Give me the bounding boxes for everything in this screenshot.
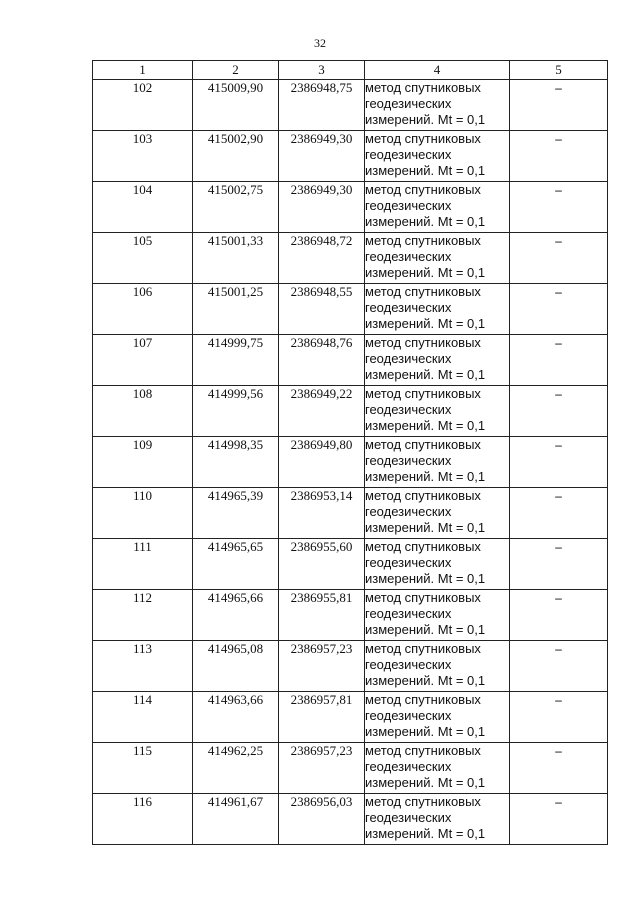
y-coordinate-cell: 2386948,55 bbox=[279, 284, 365, 335]
error-cell: – bbox=[510, 386, 608, 437]
table-row bbox=[93, 386, 608, 437]
table-row bbox=[93, 437, 608, 488]
method-text-line: геодезических bbox=[365, 300, 452, 315]
method-text-line: геодезических bbox=[365, 453, 452, 468]
point-number-cell: 104 bbox=[93, 182, 193, 233]
method-text-line: измерений. Mt = 0,1 bbox=[365, 265, 486, 280]
x-coordinate-cell: 415009,90 bbox=[193, 80, 279, 131]
method-text-line: измерений. Mt = 0,1 bbox=[365, 112, 486, 127]
method-text-line: геодезических bbox=[365, 708, 452, 723]
method-text-line: измерений. Mt = 0,1 bbox=[365, 418, 486, 433]
method-text-line: измерений. Mt = 0,1 bbox=[365, 571, 486, 586]
x-coordinate-cell: 415001,33 bbox=[193, 233, 279, 284]
y-coordinate-cell: 2386953,14 bbox=[279, 488, 365, 539]
table-row bbox=[93, 692, 608, 743]
method-cell bbox=[365, 80, 510, 131]
method-text-line: метод спутниковых bbox=[365, 386, 481, 401]
method-cell bbox=[365, 794, 510, 845]
column-header-1: 1 bbox=[93, 61, 193, 80]
method-cell bbox=[365, 386, 510, 437]
point-number-cell: 116 bbox=[93, 794, 193, 845]
method-text-line: измерений. Mt = 0,1 bbox=[365, 673, 486, 688]
x-coordinate-cell: 415002,90 bbox=[193, 131, 279, 182]
error-cell: – bbox=[510, 488, 608, 539]
method-cell bbox=[365, 131, 510, 182]
x-coordinate-cell: 414965,08 bbox=[193, 641, 279, 692]
page-number: 32 bbox=[314, 36, 326, 50]
method-text-line: геодезических bbox=[365, 810, 452, 825]
error-cell: – bbox=[510, 233, 608, 284]
table-row bbox=[93, 80, 608, 131]
error-cell: – bbox=[510, 437, 608, 488]
y-coordinate-cell: 2386957,23 bbox=[279, 743, 365, 794]
error-cell: – bbox=[510, 335, 608, 386]
point-number-cell: 111 bbox=[93, 539, 193, 590]
column-header-3: 3 bbox=[279, 61, 365, 80]
point-number-cell: 102 bbox=[93, 80, 193, 131]
table-row bbox=[93, 131, 608, 182]
error-cell: – bbox=[510, 743, 608, 794]
table-row bbox=[93, 539, 608, 590]
method-text-line: геодезических bbox=[365, 249, 452, 264]
method-text-line: геодезических bbox=[365, 402, 452, 417]
method-text-line: геодезических bbox=[365, 198, 452, 213]
method-cell bbox=[365, 692, 510, 743]
error-cell: – bbox=[510, 539, 608, 590]
x-coordinate-cell: 414965,65 bbox=[193, 539, 279, 590]
table-row bbox=[93, 743, 608, 794]
y-coordinate-cell: 2386955,81 bbox=[279, 590, 365, 641]
x-coordinate-cell: 414962,25 bbox=[193, 743, 279, 794]
method-cell bbox=[365, 641, 510, 692]
method-text-line: геодезических bbox=[365, 96, 452, 111]
method-cell bbox=[365, 488, 510, 539]
table-row bbox=[93, 641, 608, 692]
error-cell: – bbox=[510, 182, 608, 233]
method-text-line: геодезических bbox=[365, 147, 452, 162]
method-text-line: геодезических bbox=[365, 504, 452, 519]
point-number-cell: 109 bbox=[93, 437, 193, 488]
method-text-line: метод спутниковых bbox=[365, 794, 481, 809]
method-text-line: метод спутниковых bbox=[365, 131, 481, 146]
point-number-cell: 112 bbox=[93, 590, 193, 641]
y-coordinate-cell: 2386949,30 bbox=[279, 131, 365, 182]
point-number-cell: 114 bbox=[93, 692, 193, 743]
point-number-cell: 108 bbox=[93, 386, 193, 437]
method-text-line: измерений. Mt = 0,1 bbox=[365, 163, 486, 178]
method-text-line: метод спутниковых bbox=[365, 641, 481, 656]
y-coordinate-cell: 2386957,81 bbox=[279, 692, 365, 743]
header-row bbox=[93, 61, 608, 80]
point-number-cell: 107 bbox=[93, 335, 193, 386]
method-cell bbox=[365, 335, 510, 386]
error-cell: – bbox=[510, 131, 608, 182]
y-coordinate-cell: 2386957,23 bbox=[279, 641, 365, 692]
method-text-line: измерений. Mt = 0,1 bbox=[365, 214, 486, 229]
method-text-line: геодезических bbox=[365, 555, 452, 570]
table-row bbox=[93, 794, 608, 845]
y-coordinate-cell: 2386955,60 bbox=[279, 539, 365, 590]
y-coordinate-cell: 2386949,30 bbox=[279, 182, 365, 233]
y-coordinate-cell: 2386948,75 bbox=[279, 80, 365, 131]
method-text-line: измерений. Mt = 0,1 bbox=[365, 826, 486, 841]
method-text-line: геодезических bbox=[365, 759, 452, 774]
point-number-cell: 103 bbox=[93, 131, 193, 182]
method-text-line: метод спутниковых bbox=[365, 692, 481, 707]
x-coordinate-cell: 414965,39 bbox=[193, 488, 279, 539]
y-coordinate-cell: 2386948,76 bbox=[279, 335, 365, 386]
point-number-cell: 110 bbox=[93, 488, 193, 539]
method-text-line: метод спутниковых bbox=[365, 437, 481, 452]
method-cell bbox=[365, 590, 510, 641]
x-coordinate-cell: 414965,66 bbox=[193, 590, 279, 641]
column-header-2: 2 bbox=[193, 61, 279, 80]
x-coordinate-cell: 414961,67 bbox=[193, 794, 279, 845]
table-row bbox=[93, 182, 608, 233]
method-text-line: геодезических bbox=[365, 657, 452, 672]
method-text-line: метод спутниковых bbox=[365, 182, 481, 197]
method-text-line: измерений. Mt = 0,1 bbox=[365, 775, 486, 790]
point-number-cell: 106 bbox=[93, 284, 193, 335]
method-cell bbox=[365, 743, 510, 794]
column-header-5: 5 bbox=[510, 61, 608, 80]
coordinates-table bbox=[92, 60, 608, 845]
error-cell: – bbox=[510, 590, 608, 641]
method-text-line: метод спутниковых bbox=[365, 590, 481, 605]
method-text-line: измерений. Mt = 0,1 bbox=[365, 622, 486, 637]
point-number-cell: 115 bbox=[93, 743, 193, 794]
method-text-line: измерений. Mt = 0,1 bbox=[365, 469, 486, 484]
method-text-line: метод спутниковых bbox=[365, 539, 481, 554]
error-cell: – bbox=[510, 692, 608, 743]
error-cell: – bbox=[510, 641, 608, 692]
method-text-line: метод спутниковых bbox=[365, 80, 481, 95]
method-text-line: геодезических bbox=[365, 351, 452, 366]
table-row bbox=[93, 233, 608, 284]
method-cell bbox=[365, 233, 510, 284]
method-cell bbox=[365, 182, 510, 233]
x-coordinate-cell: 415001,25 bbox=[193, 284, 279, 335]
point-number-cell: 105 bbox=[93, 233, 193, 284]
x-coordinate-cell: 414999,56 bbox=[193, 386, 279, 437]
method-text-line: метод спутниковых bbox=[365, 233, 481, 248]
table-row bbox=[93, 284, 608, 335]
method-text-line: измерений. Mt = 0,1 bbox=[365, 316, 486, 331]
error-cell: – bbox=[510, 794, 608, 845]
method-text-line: метод спутниковых bbox=[365, 284, 481, 299]
method-cell bbox=[365, 284, 510, 335]
method-text-line: измерений. Mt = 0,1 bbox=[365, 724, 486, 739]
method-text-line: метод спутниковых bbox=[365, 488, 481, 503]
method-cell bbox=[365, 437, 510, 488]
error-cell: – bbox=[510, 80, 608, 131]
x-coordinate-cell: 414998,35 bbox=[193, 437, 279, 488]
x-coordinate-cell: 414999,75 bbox=[193, 335, 279, 386]
y-coordinate-cell: 2386949,22 bbox=[279, 386, 365, 437]
x-coordinate-cell: 414963,66 bbox=[193, 692, 279, 743]
table-row bbox=[93, 335, 608, 386]
method-text-line: метод спутниковых bbox=[365, 335, 481, 350]
error-cell: – bbox=[510, 284, 608, 335]
x-coordinate-cell: 415002,75 bbox=[193, 182, 279, 233]
method-cell bbox=[365, 539, 510, 590]
method-text-line: измерений. Mt = 0,1 bbox=[365, 520, 486, 535]
y-coordinate-cell: 2386956,03 bbox=[279, 794, 365, 845]
y-coordinate-cell: 2386949,80 bbox=[279, 437, 365, 488]
column-header-4: 4 bbox=[365, 61, 510, 80]
method-text-line: измерений. Mt = 0,1 bbox=[365, 367, 486, 382]
table-row bbox=[93, 488, 608, 539]
method-text-line: геодезических bbox=[365, 606, 452, 621]
y-coordinate-cell: 2386948,72 bbox=[279, 233, 365, 284]
point-number-cell: 113 bbox=[93, 641, 193, 692]
table-row bbox=[93, 590, 608, 641]
method-text-line: метод спутниковых bbox=[365, 743, 481, 758]
